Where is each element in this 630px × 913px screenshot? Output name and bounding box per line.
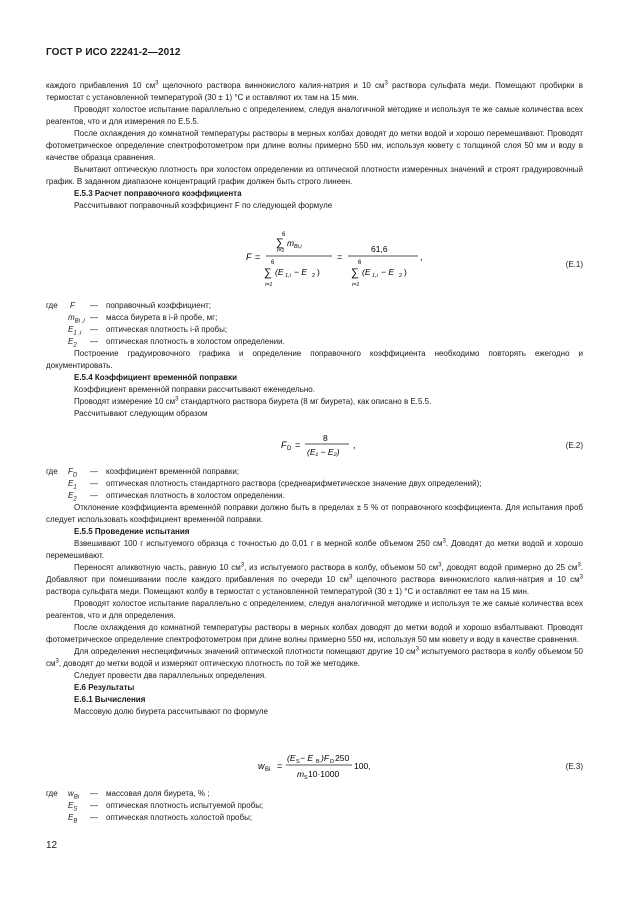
svg-text:1,i: 1,i xyxy=(285,273,291,279)
svg-text:(E₁ − E₂): (E₁ − E₂) xyxy=(307,447,340,457)
eq1-sum-upper: 6 xyxy=(282,232,286,238)
svg-text:− E: − E xyxy=(300,753,313,763)
svg-text:2: 2 xyxy=(399,273,403,279)
paragraph: Отклонение коэффициента временнóй поправки должно быть в пределах ± 5 % от поправочного коэффициента. Для испытания проб следует использовать коэффициент временнóй поправки. xyxy=(46,503,583,524)
svg-text:B: B xyxy=(316,759,320,765)
equation-e2 xyxy=(46,430,583,460)
svg-text:)F: )F xyxy=(321,753,330,763)
paragraph: Рассчитывают следующим образом xyxy=(74,409,208,418)
svg-text:(E: (E xyxy=(275,267,284,277)
svg-text:i=1: i=1 xyxy=(352,282,360,288)
svg-text:D: D xyxy=(330,759,334,765)
eq1-sum-lower: i=1 xyxy=(277,248,285,254)
paragraph: Проводят измерение 10 $см^3$ стандартного раствора биурета (8 мг биурета), как описано в Е.5.5. xyxy=(74,396,432,406)
svg-text:i=1: i=1 xyxy=(265,282,273,288)
paragraph: После охлаждения до комнатной температуры растворы в мерных колбах доводят до метки водой и хорошо перемешивают. Проводят фотометрическое определение спектрофотометром при длине волны примерно 550 нм, используя кювету с толщиной слоя 50 мм и воду в качестве образца сравнения. xyxy=(46,129,583,162)
definition-item: $E_B$ — оптическая плотность холостой пробы; xyxy=(68,813,253,825)
paragraph: Для определения неспецифичных значений оптической плотности помещают другие 10 $см^3$ испытуемого раствора в колбу объемом 50 $см^3$, доводят до метки водой и измеряют оптическую плотность по той же методике. xyxy=(46,646,583,668)
definitions-e1 xyxy=(46,300,583,420)
svg-text:=: = xyxy=(255,252,261,262)
paragraph: Проводят холостое испытание параллельно с определением, следуя аналогичной методике и используя те же самые количества всех реагентов, что и для измерения по Е.5.5. xyxy=(46,105,583,126)
svg-text:): ) xyxy=(404,267,407,277)
svg-text:8: 8 xyxy=(323,433,328,443)
formula-e2 xyxy=(46,430,583,460)
equation-number: (Е.3) xyxy=(565,762,583,771)
paragraph: Коэффициент временнóй поправки рассчитывают еженедельно. xyxy=(74,385,315,394)
svg-text:6: 6 xyxy=(358,260,362,266)
svg-text:2: 2 xyxy=(312,273,316,279)
svg-text:100,: 100, xyxy=(354,761,371,771)
eq1-numerator-value: 61,6 xyxy=(371,244,388,254)
section-heading-e54: Е.5.4 Коэффициент временнóй поправки xyxy=(74,373,238,382)
paragraph: После охлаждения до комнатной температуры растворы в мерных колбах доводят до метки водой и хорошо взбалтывают. Проводят фотометрическое определение спектрофотометром при длине волны примерно 550 нм, используя 50 мм кювету и воду в качестве сравнения. xyxy=(46,623,583,644)
svg-text:Bi: Bi xyxy=(265,767,271,773)
svg-text:250: 250 xyxy=(335,753,350,763)
equation-number: (Е.2) xyxy=(565,441,583,450)
paragraph: Рассчитывают поправочный коэффициент F по следующей формуле xyxy=(74,201,333,210)
svg-text:w: w xyxy=(258,761,265,771)
paragraph: Вычитают оптическую плотность при холостом определении из оптической плотности измеренных значений и строят градуировочный график. В заданном диапазоне концентраций график должен быть строго линеен. xyxy=(46,165,583,186)
definition-item: $E_2$ — оптическая плотность в холостом определении. xyxy=(68,337,285,349)
section-heading-e6: Е.6 Результаты xyxy=(74,683,135,692)
svg-text:− E: − E xyxy=(294,267,307,277)
svg-text:): ) xyxy=(317,267,320,277)
paragraph: Построение градуировочного графика и определение поправочного коэффициента необходимо повторять ежегодно и документировать. xyxy=(46,349,583,370)
section-heading-e53: Е.5.3 Расчет поправочного коэффициента xyxy=(74,189,242,198)
svg-text:∑: ∑ xyxy=(264,267,272,279)
definition-item: $E_2$ — оптическая плотность в холостом определении. xyxy=(68,491,285,503)
svg-text:S: S xyxy=(296,759,300,765)
paragraph: каждого прибавления 10 $см^3$ щелочного раствора виннокислого калия-натрия и 10 $см^3$ раствора сульфата меди. Помещают пробирки в термостат с установленной температурой (30 ± 1) °С и оставляют их там на 15 мин. xyxy=(46,80,583,102)
svg-text:m: m xyxy=(297,769,305,779)
equation-e3 xyxy=(46,750,583,782)
svg-text:∑: ∑ xyxy=(276,237,284,249)
svg-text:1,i: 1,i xyxy=(372,273,378,279)
definition-item: $m_{Bi ,i}$ — масса биурета в i-й пробе, мг; xyxy=(68,313,218,325)
section-e52-continuation xyxy=(46,80,583,212)
eq1-lhs: F xyxy=(246,252,252,262)
svg-text:− E: − E xyxy=(381,267,394,277)
svg-text:=: = xyxy=(337,252,343,262)
page-number: 12 xyxy=(46,840,58,851)
definitions-e3 xyxy=(46,788,583,824)
paragraph: Взвешивают 100 г испытуемого образца с точностью до 0,01 г в мерной колбе объемом 250 $см^3$. Доводят до метки водой и хорошо перемешивают. xyxy=(46,538,583,560)
equation-e1 xyxy=(46,228,583,292)
svg-text:10·1000: 10·1000 xyxy=(308,769,340,779)
svg-text:∑: ∑ xyxy=(351,267,359,279)
formula-e3 xyxy=(46,750,583,782)
svg-text:=: = xyxy=(277,761,283,771)
paragraph: Проводят холостое испытание параллельно с определением, следуя аналогичной методике и используя те же самые количества всех реагентов, что и для определения. xyxy=(46,599,583,620)
svg-text:m: m xyxy=(287,238,295,248)
svg-text:S: S xyxy=(304,775,308,781)
page-header: ГОСТ Р ИСО 22241-2—2012 xyxy=(46,47,181,58)
svg-text:(E: (E xyxy=(287,753,296,763)
svg-text:D: D xyxy=(287,446,292,452)
definitions-e2 xyxy=(46,466,583,718)
equation-number: (Е.1) xyxy=(565,260,583,269)
paragraph: Переносят аликвотную часть, равную 10 $см^3$, из испытуемого раствора в колбу, объемом 50 $см^3$, доводят водой примерно до 25 $см^3$. Добавляют при помешивании после каждого прибавления по очереди 10 $см^3$ щелочного раствора виннокислого калия-натрия и 10 $см^3$ раствора сульфата меди. Помещают колбу в термостат с установленной температурой (30 ± 1) °С и оставляют ее там на 15 мин. xyxy=(46,562,584,596)
svg-text:,: , xyxy=(420,252,423,262)
paragraph: Массовую долю биурета рассчитывают по формуле xyxy=(74,707,268,716)
formula-e1 xyxy=(46,228,583,292)
definition-item: $E_{1 ,i}$ — оптическая плотность i-й пробы; xyxy=(68,325,228,337)
svg-text:=: = xyxy=(295,440,301,450)
definition-item: $E_1$ — оптическая плотность стандартного раствора (среднеарифметическое значение двух определений); xyxy=(68,479,482,491)
definition-item: $E_S$ — оптическая плотность испытуемой пробы; xyxy=(68,801,264,813)
paragraph: Следует провести два параллельных определения. xyxy=(74,671,267,680)
definition-item: где $F_D$ — коэффициент временнóй поправки; xyxy=(46,467,240,479)
svg-text:F: F xyxy=(281,440,287,450)
definition-item: где $w_{Bi}$ — массовая доля биурета, % ; xyxy=(46,789,210,801)
section-heading-e55: Е.5.5 Проведение испытания xyxy=(74,527,190,536)
definition-item: где F — поправочный коэффициент; xyxy=(46,301,212,310)
svg-text:,: , xyxy=(353,440,356,450)
svg-text:(E: (E xyxy=(362,267,371,277)
svg-text:Bi,i: Bi,i xyxy=(294,244,302,250)
svg-text:6: 6 xyxy=(271,260,275,266)
section-heading-e61: Е.6.1 Вычисления xyxy=(74,695,146,704)
